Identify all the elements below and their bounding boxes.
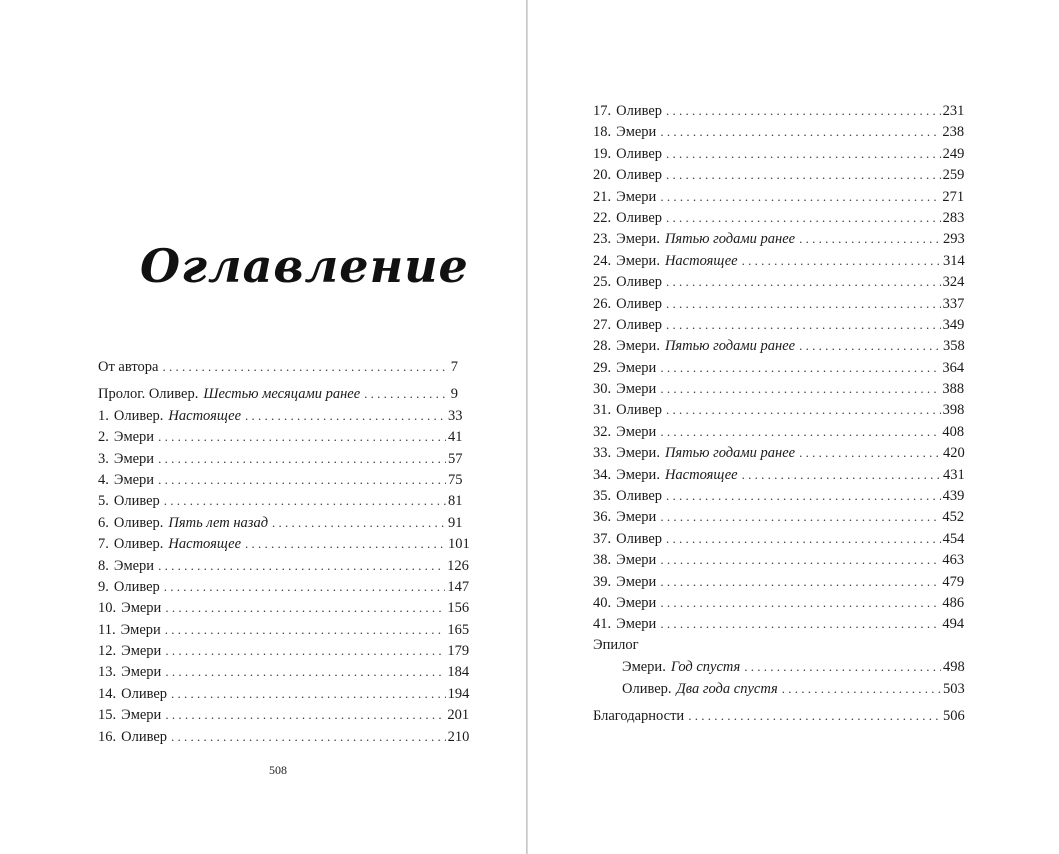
- toc-entry: [593, 613, 965, 634]
- entry-page-number: 503: [943, 680, 965, 697]
- dot-leader: [171, 683, 446, 704]
- chapter-title: Оливер: [121, 728, 168, 745]
- chapter-number: 21.: [593, 188, 612, 205]
- chapter-number: 40.: [593, 594, 612, 611]
- chapter-title: Эмери: [616, 124, 657, 141]
- chapter-title: Эмери: [616, 188, 657, 205]
- chapter-subtitle: Настоящее: [664, 252, 738, 269]
- chapter-number: 14.: [98, 685, 117, 702]
- dot-leader: [165, 640, 445, 661]
- toc-entry: [98, 405, 463, 426]
- toc-entry: [593, 506, 965, 527]
- entry-page-number: 337: [942, 295, 965, 312]
- toc-entry: [593, 186, 965, 207]
- chapter-title: Оливер: [121, 685, 168, 702]
- toc-entry: [98, 448, 463, 469]
- chapter-title: Оливер: [616, 316, 663, 333]
- chapter-title: Эмери: [121, 664, 162, 681]
- toc-entry: [98, 619, 470, 640]
- toc-section-heading: [593, 635, 953, 656]
- chapter-number: 32.: [593, 423, 612, 440]
- toc-entry: [98, 383, 458, 404]
- dot-leader: [165, 597, 445, 618]
- entry-page-number: 463: [942, 552, 965, 569]
- entry-page-number: 75: [448, 471, 463, 488]
- entry-page-number: 358: [943, 338, 965, 355]
- dot-leader: [666, 207, 941, 228]
- entry-page-number: 420: [943, 445, 965, 462]
- dot-leader: [660, 121, 940, 142]
- toc-entry: [593, 485, 965, 506]
- toc-entry: [593, 528, 965, 549]
- toc-entry: [593, 357, 965, 378]
- chapter-title: Оливер: [616, 103, 663, 119]
- dot-leader: [660, 613, 940, 634]
- dot-leader: [158, 469, 446, 490]
- chapter-title: Эмери.: [616, 445, 660, 462]
- dot-leader: [799, 228, 941, 249]
- dot-leader: [799, 442, 941, 463]
- chapter-number: 39.: [593, 573, 612, 590]
- chapter-title: Оливер: [113, 578, 160, 595]
- chapter-number: 10.: [98, 600, 117, 617]
- page-number: 508: [269, 763, 287, 777]
- toc-entry: [98, 555, 469, 576]
- dot-leader: [245, 533, 446, 554]
- chapter-title: Эмери.: [616, 466, 660, 483]
- chapter-title: Эмери: [121, 600, 162, 617]
- chapter-subtitle: Год спустя: [670, 659, 741, 676]
- entry-page-number: 486: [942, 594, 965, 611]
- dot-leader: [782, 678, 941, 699]
- toc-entry: [593, 378, 965, 399]
- toc-entry: [593, 705, 965, 726]
- toc-entry: [593, 464, 965, 485]
- chapter-number: 19.: [593, 145, 612, 162]
- chapter-title: Эмери.: [616, 231, 660, 248]
- dot-leader: [799, 335, 941, 356]
- toc-entry: [593, 571, 965, 592]
- toc-entry: [593, 399, 965, 420]
- chapter-number: 9.: [98, 578, 109, 595]
- chapter-number: 37.: [593, 530, 612, 547]
- dot-leader: [666, 293, 941, 314]
- entry-page-number: 349: [942, 316, 965, 333]
- chapter-number: 8.: [98, 557, 109, 574]
- dot-leader: [742, 464, 941, 485]
- chapter-subtitle: Настоящее: [168, 407, 242, 424]
- dot-leader: [660, 549, 940, 570]
- dot-leader: [666, 485, 941, 506]
- dot-leader: [744, 656, 941, 677]
- entry-page-number: 179: [447, 643, 470, 660]
- dot-leader: [162, 356, 446, 377]
- chapter-subtitle: Пятью годами ранее: [664, 338, 796, 355]
- chapter-title: Эмери: [616, 509, 657, 526]
- toc-entry: [98, 512, 463, 533]
- toc-list-left: [98, 356, 470, 747]
- dot-leader: [164, 576, 446, 597]
- chapter-title: Оливер.: [113, 514, 164, 531]
- chapter-number: 23.: [593, 231, 612, 248]
- chapter-title: Эмери: [616, 359, 657, 376]
- entry-page-number: 249: [942, 145, 965, 162]
- dot-leader: [164, 490, 446, 511]
- dot-leader: [660, 378, 940, 399]
- toc-entry: [98, 704, 470, 725]
- chapter-title: Эмери: [616, 594, 657, 611]
- dot-leader: [158, 448, 446, 469]
- dot-leader: [165, 619, 446, 640]
- chapter-number: 25.: [593, 274, 612, 291]
- chapter-title: Эмери: [120, 621, 161, 638]
- chapter-subtitle: Пятью годами ранее: [664, 231, 796, 248]
- chapter-number: 35.: [593, 488, 612, 505]
- chapter-title: От автора: [98, 359, 159, 375]
- entry-page-number: 494: [942, 616, 965, 633]
- chapter-title: Эмери: [113, 557, 155, 574]
- chapter-title: Эмери: [113, 471, 155, 488]
- chapter-title: Оливер: [616, 167, 663, 184]
- dot-leader: [158, 426, 446, 447]
- chapter-number: 30.: [593, 381, 612, 398]
- chapter-subtitle: Шестью месяцами ранее: [203, 386, 361, 403]
- chapter-title: Оливер: [616, 274, 663, 291]
- dot-leader: [666, 399, 941, 420]
- entry-page-number: 7: [450, 359, 458, 375]
- entry-page-number: 283: [942, 209, 965, 226]
- dot-leader: [666, 100, 941, 121]
- chapter-title: Эпилог: [593, 636, 639, 653]
- entry-page-number: 9: [450, 386, 458, 403]
- chapter-number: 18.: [593, 124, 612, 141]
- toc-entry: [593, 164, 965, 185]
- chapter-title: Оливер: [113, 493, 160, 510]
- toc-entry: [593, 100, 965, 121]
- chapter-number: 28.: [593, 338, 612, 355]
- dot-leader: [171, 726, 446, 747]
- entry-page-number: 57: [448, 450, 463, 467]
- chapter-subtitle: Настоящее: [664, 466, 738, 483]
- chapter-number: 38.: [593, 552, 612, 569]
- toc-entry: [98, 640, 470, 661]
- dot-leader: [245, 405, 446, 426]
- entry-page-number: 81: [448, 493, 463, 510]
- entry-page-number: 41: [448, 429, 463, 446]
- toc-entry: [98, 490, 463, 511]
- chapter-title: Оливер: [616, 402, 663, 419]
- toc-entry: [593, 271, 965, 292]
- chapter-number: 36.: [593, 509, 612, 526]
- chapter-title: Оливер.: [113, 407, 164, 424]
- entry-page-number: 364: [942, 359, 965, 376]
- chapter-number: 3.: [98, 450, 109, 467]
- chapter-title: Оливер.: [622, 680, 672, 697]
- toc-entry: [593, 293, 965, 314]
- entry-page-number: 126: [447, 557, 469, 574]
- toc-entry: [593, 314, 965, 335]
- chapter-title: Пролог. Оливер.: [98, 386, 199, 403]
- dot-leader: [742, 250, 941, 271]
- toc-entry: [593, 442, 965, 463]
- chapter-number: 31.: [593, 402, 612, 419]
- entry-page-number: 293: [943, 231, 965, 248]
- chapter-number: 27.: [593, 316, 612, 333]
- entry-page-number: 398: [942, 402, 965, 419]
- chapter-title: Оливер: [616, 209, 663, 226]
- toc-entry: [593, 592, 965, 613]
- toc-entry: [593, 335, 965, 356]
- entry-page-number: 165: [447, 621, 470, 638]
- dot-leader: [660, 357, 940, 378]
- entry-page-number: 454: [942, 530, 965, 547]
- entry-page-number: 91: [448, 514, 463, 531]
- entry-page-number: 479: [942, 573, 965, 590]
- dot-leader: [165, 704, 445, 725]
- chapter-title: Эмери.: [616, 252, 660, 269]
- toc-entry: [593, 143, 965, 164]
- dot-leader: [688, 705, 941, 726]
- entry-page-number: 33: [448, 407, 463, 424]
- chapter-subtitle: Два года спустя: [676, 680, 778, 697]
- toc-entry: [98, 356, 458, 377]
- toc-entry: [98, 533, 470, 554]
- entry-page-number: 314: [943, 252, 965, 269]
- toc-entry: [593, 207, 965, 228]
- entry-page-number: 498: [943, 659, 965, 676]
- entry-page-number: 439: [942, 488, 965, 505]
- chapter-number: 13.: [98, 664, 117, 681]
- entry-page-number: 324: [942, 274, 965, 291]
- dot-leader: [272, 512, 446, 533]
- chapter-title: Эмери: [616, 552, 657, 569]
- entry-page-number: 238: [942, 124, 965, 141]
- entry-page-number: 506: [943, 707, 965, 724]
- toc-entry: [98, 576, 470, 597]
- entry-page-number: 156: [447, 600, 470, 617]
- chapter-number: 2.: [98, 429, 109, 446]
- toc-entry: [98, 469, 463, 490]
- chapter-number: 20.: [593, 167, 612, 184]
- chapter-number: 7.: [98, 536, 109, 553]
- toc-entry: [593, 549, 965, 570]
- chapter-number: 24.: [593, 252, 612, 269]
- chapter-title: Эмери: [616, 423, 657, 440]
- chapter-subtitle: Настоящее: [168, 536, 242, 553]
- chapter-title: Эмери: [616, 616, 657, 633]
- dot-leader: [158, 555, 445, 576]
- toc-entry: [593, 228, 965, 249]
- toc-title: Оглавление: [140, 239, 469, 293]
- toc-entry: [593, 678, 965, 699]
- chapter-number: 15.: [98, 707, 117, 724]
- toc-entry: [98, 426, 463, 447]
- chapter-number: 34.: [593, 466, 612, 483]
- dot-leader: [666, 528, 941, 549]
- dot-leader: [660, 421, 940, 442]
- chapter-number: 29.: [593, 359, 612, 376]
- chapter-title: Эмери.: [622, 659, 666, 676]
- toc-entry: [593, 250, 965, 271]
- chapter-number: 33.: [593, 445, 612, 462]
- entry-page-number: 147: [447, 578, 470, 595]
- dot-leader: [165, 661, 445, 682]
- chapter-number: 26.: [593, 295, 612, 312]
- dot-leader: [666, 271, 941, 292]
- chapter-title: Оливер: [616, 530, 663, 547]
- chapter-number: 12.: [98, 643, 117, 660]
- dot-leader: [666, 164, 941, 185]
- entry-page-number: 431: [943, 466, 965, 483]
- chapter-title: Эмери: [113, 429, 155, 446]
- toc-entry: [98, 597, 470, 618]
- chapter-title: Эмери: [121, 643, 162, 660]
- chapter-number: 6.: [98, 514, 109, 531]
- entry-page-number: 201: [447, 707, 470, 724]
- dot-leader: [660, 186, 940, 207]
- toc-entry: [98, 661, 470, 682]
- chapter-number: 17.: [593, 103, 612, 119]
- chapter-subtitle: Пятью годами ранее: [664, 445, 796, 462]
- entry-page-number: 388: [942, 381, 965, 398]
- entry-page-number: 271: [942, 188, 965, 205]
- entry-page-number: 231: [942, 103, 965, 119]
- chapter-title: Оливер: [616, 295, 663, 312]
- chapter-title: Эмери: [616, 573, 657, 590]
- chapter-number: 11.: [98, 621, 116, 638]
- entry-page-number: 210: [447, 728, 470, 745]
- chapter-title: Эмери: [113, 450, 155, 467]
- chapter-number: 41.: [593, 616, 612, 633]
- toc-entry: [593, 421, 965, 442]
- chapter-title: Эмери: [121, 707, 162, 724]
- dot-leader: [666, 143, 941, 164]
- chapter-title: Благодарности: [593, 707, 685, 724]
- chapter-title: Оливер: [616, 488, 663, 505]
- chapter-number: 1.: [98, 407, 109, 424]
- toc-entry: [593, 121, 965, 142]
- toc-entry: [98, 726, 470, 747]
- chapter-title: Оливер.: [113, 536, 164, 553]
- chapter-number: 5.: [98, 493, 109, 510]
- chapter-number: 16.: [98, 728, 117, 745]
- chapter-number: 22.: [593, 209, 612, 226]
- entry-page-number: 452: [942, 509, 965, 526]
- dot-leader: [660, 506, 940, 527]
- chapter-subtitle: Пять лет назад: [168, 514, 269, 531]
- chapter-title: Эмери: [616, 381, 657, 398]
- entry-page-number: 184: [447, 664, 470, 681]
- entry-page-number: 408: [942, 423, 965, 440]
- entry-page-number: 101: [448, 536, 470, 553]
- toc-entry: [98, 683, 470, 704]
- dot-leader: [660, 571, 940, 592]
- dot-leader: [660, 592, 940, 613]
- chapter-title: Оливер: [616, 145, 663, 162]
- toc-list-right: [593, 100, 965, 726]
- toc-entry: [593, 656, 965, 677]
- dot-leader: [364, 383, 446, 404]
- entry-page-number: 194: [447, 685, 470, 702]
- chapter-title: Эмери.: [616, 338, 660, 355]
- entry-page-number: 259: [942, 167, 965, 184]
- chapter-number: 4.: [98, 471, 109, 488]
- dot-leader: [666, 314, 941, 335]
